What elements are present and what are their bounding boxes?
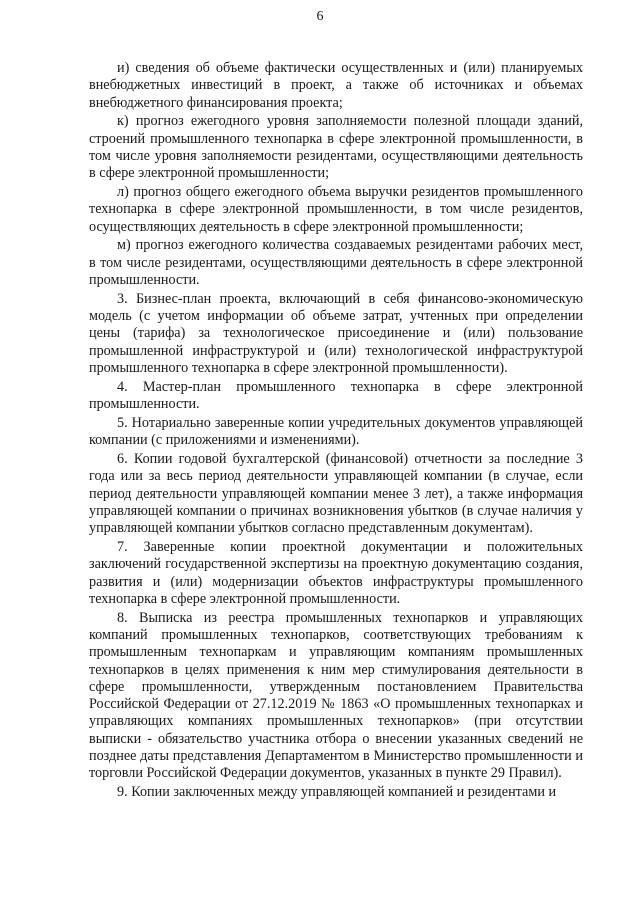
paragraph-7: 7. Заверенные копии проектной документации и положительных заключений государственной экспертизы на проектную документацию создания, развития и (или) модернизации объектов инфраструктуры промышленного технопарка в сфере электронной промышленности. (89, 539, 583, 607)
document-body (89, 60, 583, 803)
paragraph-3: 3. Бизнес-план проекта, включающий в себя финансово-экономическую модель (с учетом информации об объеме затрат, учтенных при определении цены (тарифа) за технологическое присоединение и (или) пользование промышленной инфраструктурой и (или) технологической инфраструктурой промышленного технопарка в сфере электронной промышленности). (89, 290, 583, 377)
paragraph-6: 6. Копии годовой бухгалтерской (финансовой) отчетности за последние 3 года или за весь период деятельности управляющей компании (в случае, если период деятельности управляющей компании менее 3 лет), а также информация управляющей компании о причинах возникновения убытков (в случае наличия у управляющей компании убытков согласно представленным документам). (89, 451, 583, 537)
paragraph-4: 4. Мастер-план промышленного технопарка в сфере электронной промышленности. (89, 378, 583, 413)
paragraph-i: и) сведения об объеме фактически осуществленных и (или) планируемых внебюджетных инвестиций в проект, а также об источниках и объемах внебюджетного финансирования проекта; (89, 60, 583, 111)
page-number: 6 (316, 9, 324, 24)
paragraph-5: 5. Нотариально заверенные копии учредительных документов управляющей компании (с приложениями и изменениями). (89, 414, 583, 449)
paragraph-9: 9. Копии заключенных между управляющей компанией и резидентами и (117, 784, 557, 801)
paragraph-k: к) прогноз ежегодного уровня заполняемости полезной площади зданий, строений промышленного технопарка в сфере электронной промышленности, в том числе уровня заполняемости резидентами, осуществляющими деятельность в сфере электронной промышленности; (89, 113, 583, 182)
paragraph-l: л) прогноз общего ежегодного объема выручки резидентов промышленного технопарка в сфере электронной промышленности, в том числе резидентов, осуществляющих деятельность в сфере электронной промышленности; (89, 184, 583, 235)
paragraph-8: 8. Выписка из реестра промышленных технопарков и управляющих компаний промышленных технопарков, соответствующих требованиям к промышленным технопаркам и управляющим компаниям промышленных технопарков в целях применения к ним мер стимулирования деятельности в сфере промышленности, утвержденным постановлением Правительства Российской Федерации от 27.12.2019 № 1863 «О промышленных технопарках и управляющих компаниях промышленных технопарков» (при отсутствии выписки - обязательство участника отбора о внесении указанных сведений не позднее даты представления Департаментом в Министерство промышленности и торговли Российской Федерации документов, указанных в пункте 29 Правил). (89, 609, 583, 782)
paragraph-m: м) прогноз ежегодного количества создаваемых резидентами рабочих мест, в том числе резидентами, осуществляющими деятельность в сфере электронной промышленности. (89, 237, 583, 289)
